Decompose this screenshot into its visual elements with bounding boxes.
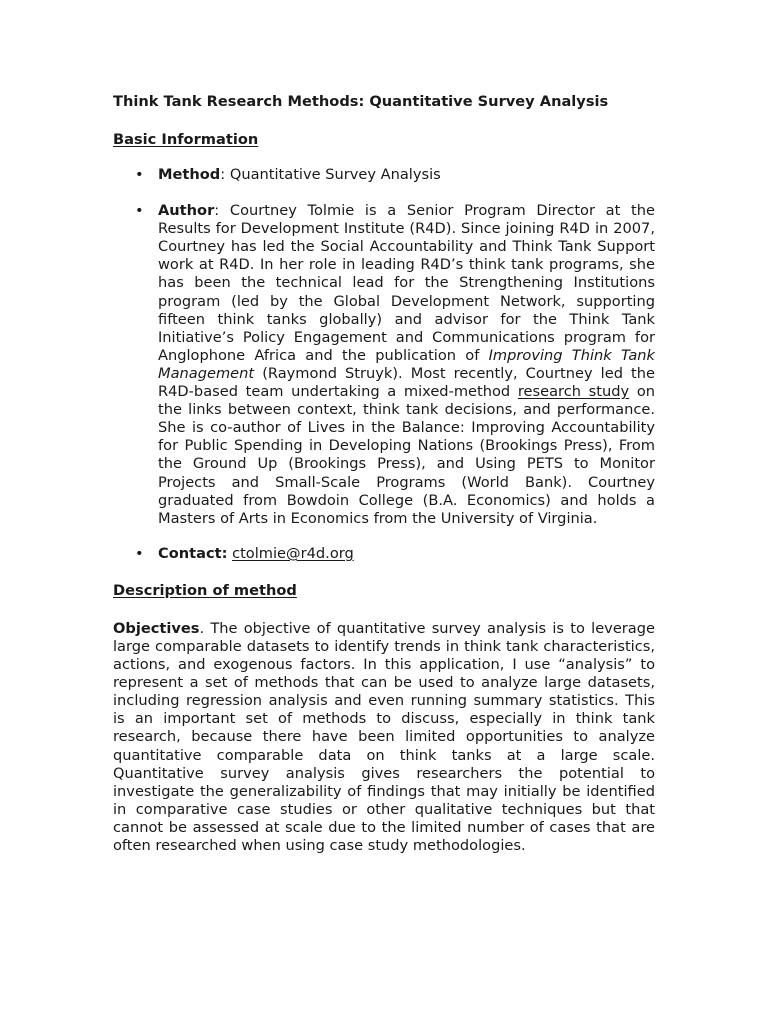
author-bio-part-1: Courtney Tolmie is a Senior Program Director at the Results for Development Institute (R4D). Since joining R4D in 2007, Courtney has led the Social Accountability and Think Tank Support work at R4D. In her role in leading R4D’s think tank programs, she has been the technical lead for the Strengthening Institutions program (led by the Global Development Network, supporting fifteen think tanks globally) and advisor for the Think Tank Initiative’s Policy Engagement and Communications program for Anglophone Africa and the publication of [158, 202, 655, 364]
author-bio-part-3: on the links between context, think tank decisions, and performance. She is co-author of Lives in the Balance: Improving Accountability for Public Spending in Developing Nations (Brookings Press), From the Ground Up (Brookings Press), and Using PETS to Monitor Projects and Small-Scale Programs (World Bank). Courtney graduated from Bowdoin College (B.A. Economics) and holds a Masters of Arts in Economics from the University of Virginia. [158, 383, 656, 527]
method-label: Method [158, 166, 221, 183]
basic-information-heading: Basic Information [113, 131, 259, 148]
author-separator: : [214, 202, 230, 220]
author-label: Author [158, 202, 215, 220]
document-title-text: Think Tank Research Methods: Quantitative Survey Analysis [113, 93, 609, 110]
bullet-icon: • [135, 544, 144, 562]
description-of-method-heading: Description of method [113, 581, 297, 599]
author-bio-part-2: (Raymond Struyk). Most recently, Courtney led the R4D-based team undertaking a mixed-method [158, 364, 655, 401]
objectives-paragraph [113, 620, 655, 855]
method-separator: : [220, 166, 230, 183]
research-study-link[interactable]: research study [517, 383, 630, 401]
list-item-method [113, 166, 655, 184]
document-page [113, 92, 655, 855]
contact-email-link[interactable]: ctolmie@r4d.org [232, 544, 354, 562]
list-item-author [113, 202, 655, 528]
bullet-icon: • [135, 166, 144, 183]
objectives-label: Objectives [113, 619, 200, 637]
author-bio-book-title: Improving Think Tank Management [158, 346, 656, 382]
objectives-text: . The objective of quantitative survey analysis is to leverage large comparable datasets to identify trends in think tank characteristics, actions, and exogenous factors. In this application, I use “analysis” to represent a set of methods that can be used to analyze large datasets, including regression analysis and even running summary statistics. This is an important set of methods to discuss, especially in think tank research, because there have been limited opportunities to analyze quantitative comparable data on think tanks at a large scale. Quantitative survey analysis gives researchers the potential to investigate the generalizability of findings that may initially be identified in comparative case studies or other qualitative techniques but that cannot be assessed at scale due to the limited number of cases that are often researched when using case study methodologies. [113, 619, 655, 854]
bullet-icon: • [135, 202, 144, 220]
method-value: Quantitative Survey Analysis [229, 166, 441, 183]
basic-information-list [113, 166, 655, 563]
document-title [113, 92, 655, 112]
list-item-contact [113, 545, 655, 563]
contact-label: Contact: [158, 544, 228, 562]
